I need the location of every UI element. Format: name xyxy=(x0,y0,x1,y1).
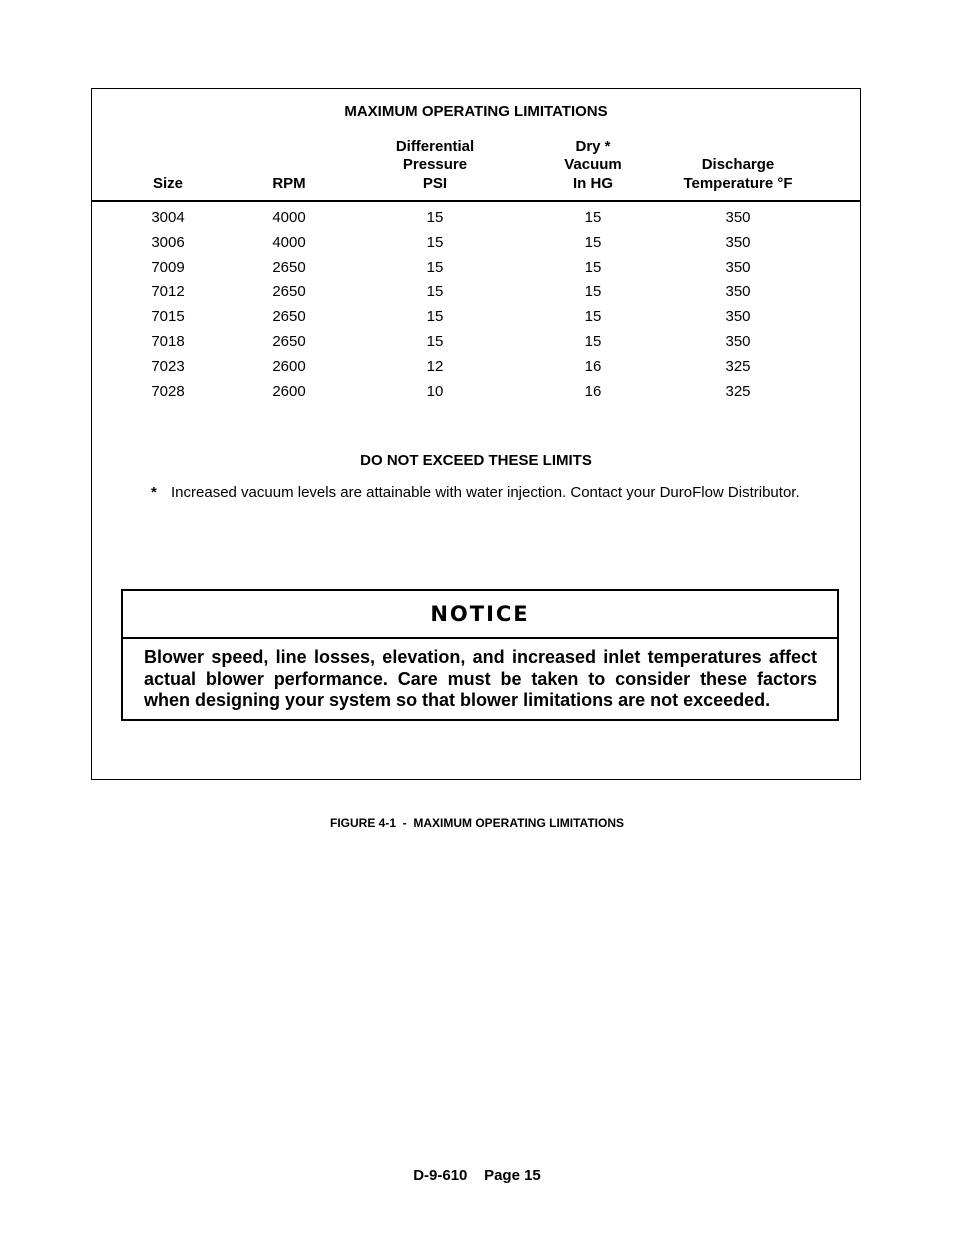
cell-psi: 10 xyxy=(426,382,444,400)
cell-rpm: 2600 xyxy=(272,382,306,400)
limitations-figure-frame xyxy=(91,88,861,780)
table-body xyxy=(92,207,860,405)
header-temp-line-1: Discharge xyxy=(701,156,775,173)
cell-size: 7018 xyxy=(151,332,185,350)
cell-temp: 350 xyxy=(725,209,751,226)
cell-size: 7009 xyxy=(151,258,185,276)
header-rpm xyxy=(259,137,319,193)
cell-temp: 350 xyxy=(725,258,751,276)
cell-rpm: 2650 xyxy=(272,258,306,276)
cell-temp: 350 xyxy=(725,283,751,301)
header-vacuum-line-2: Vacuum xyxy=(564,156,622,173)
table-row xyxy=(92,207,860,232)
cell-vacuum: 15 xyxy=(584,258,602,276)
cell-temp: 325 xyxy=(725,382,751,400)
footnote xyxy=(151,484,800,501)
cell-rpm: 4000 xyxy=(272,233,306,251)
cell-vacuum: 15 xyxy=(584,209,602,226)
cell-size: 7012 xyxy=(151,283,185,301)
header-vacuum-line-1: Dry * xyxy=(575,137,611,155)
cell-size: 3006 xyxy=(151,233,185,251)
figure-caption: FIGURE 4-1 - MAXIMUM OPERATING LIMITATIONS xyxy=(330,816,624,830)
notice-heading: NOTICE xyxy=(123,591,837,639)
table-row xyxy=(92,331,860,356)
cell-psi: 15 xyxy=(426,233,444,251)
table-row xyxy=(92,356,860,381)
cell-temp: 325 xyxy=(725,357,751,375)
cell-temp: 350 xyxy=(725,233,751,251)
cell-psi: 15 xyxy=(426,258,444,276)
cell-size: 3004 xyxy=(151,209,185,226)
cell-vacuum: 15 xyxy=(584,308,602,326)
cell-vacuum: 15 xyxy=(584,332,602,350)
header-psi-line-2: Pressure xyxy=(402,156,468,173)
table-row xyxy=(92,257,860,282)
notice-body: Blower speed, line losses, elevation, and increased inlet temperatures affect actual blower performance. Care must be taken to consider these factors when designing your system so that blower limitations are not exceeded. xyxy=(144,647,817,710)
header-psi-line-1: Differential xyxy=(395,137,475,155)
cell-size: 7023 xyxy=(151,357,185,375)
header-divider xyxy=(92,200,860,202)
footnote-text: Increased vacuum levels are attainable with water injection. Contact your DuroFlow Distributor. xyxy=(171,484,800,501)
cell-vacuum: 16 xyxy=(584,357,602,375)
cell-rpm: 2650 xyxy=(272,283,306,301)
cell-size: 7015 xyxy=(151,308,185,326)
cell-psi: 15 xyxy=(426,283,444,301)
table-row xyxy=(92,381,860,406)
cell-rpm: 2650 xyxy=(272,332,306,350)
cell-rpm: 2600 xyxy=(272,357,306,375)
header-vacuum-line-3: In HG xyxy=(573,174,613,192)
table-title: MAXIMUM OPERATING LIMITATIONS xyxy=(344,103,608,120)
cell-temp: 350 xyxy=(725,308,751,326)
cell-psi: 15 xyxy=(426,209,444,226)
footnote-mark: * xyxy=(151,484,157,501)
cell-psi: 15 xyxy=(426,308,444,326)
cell-temp: 350 xyxy=(725,332,751,350)
header-dry-vacuum xyxy=(538,137,648,193)
header-temp-line-2: Temperature °F xyxy=(683,174,793,192)
table-row xyxy=(92,281,860,306)
cell-vacuum: 15 xyxy=(584,283,602,301)
header-differential-pressure xyxy=(370,137,500,193)
header-size-line: Size xyxy=(152,174,183,192)
cell-psi: 15 xyxy=(426,332,444,350)
limits-warning: DO NOT EXCEED THESE LIMITS xyxy=(360,452,592,469)
cell-vacuum: 15 xyxy=(584,233,602,251)
header-psi-line-3: PSI xyxy=(422,174,448,192)
table-row xyxy=(92,232,860,257)
header-size xyxy=(138,137,198,193)
notice-box xyxy=(121,589,839,721)
cell-vacuum: 16 xyxy=(584,382,602,400)
header-rpm-line: RPM xyxy=(272,174,306,192)
header-discharge-temperature xyxy=(658,137,818,193)
cell-rpm: 2650 xyxy=(272,308,306,326)
table-row xyxy=(92,306,860,331)
cell-rpm: 4000 xyxy=(272,209,306,226)
page-footer: D-9-610 Page 15 xyxy=(413,1167,541,1184)
cell-psi: 12 xyxy=(426,357,444,375)
cell-size: 7028 xyxy=(151,382,185,400)
